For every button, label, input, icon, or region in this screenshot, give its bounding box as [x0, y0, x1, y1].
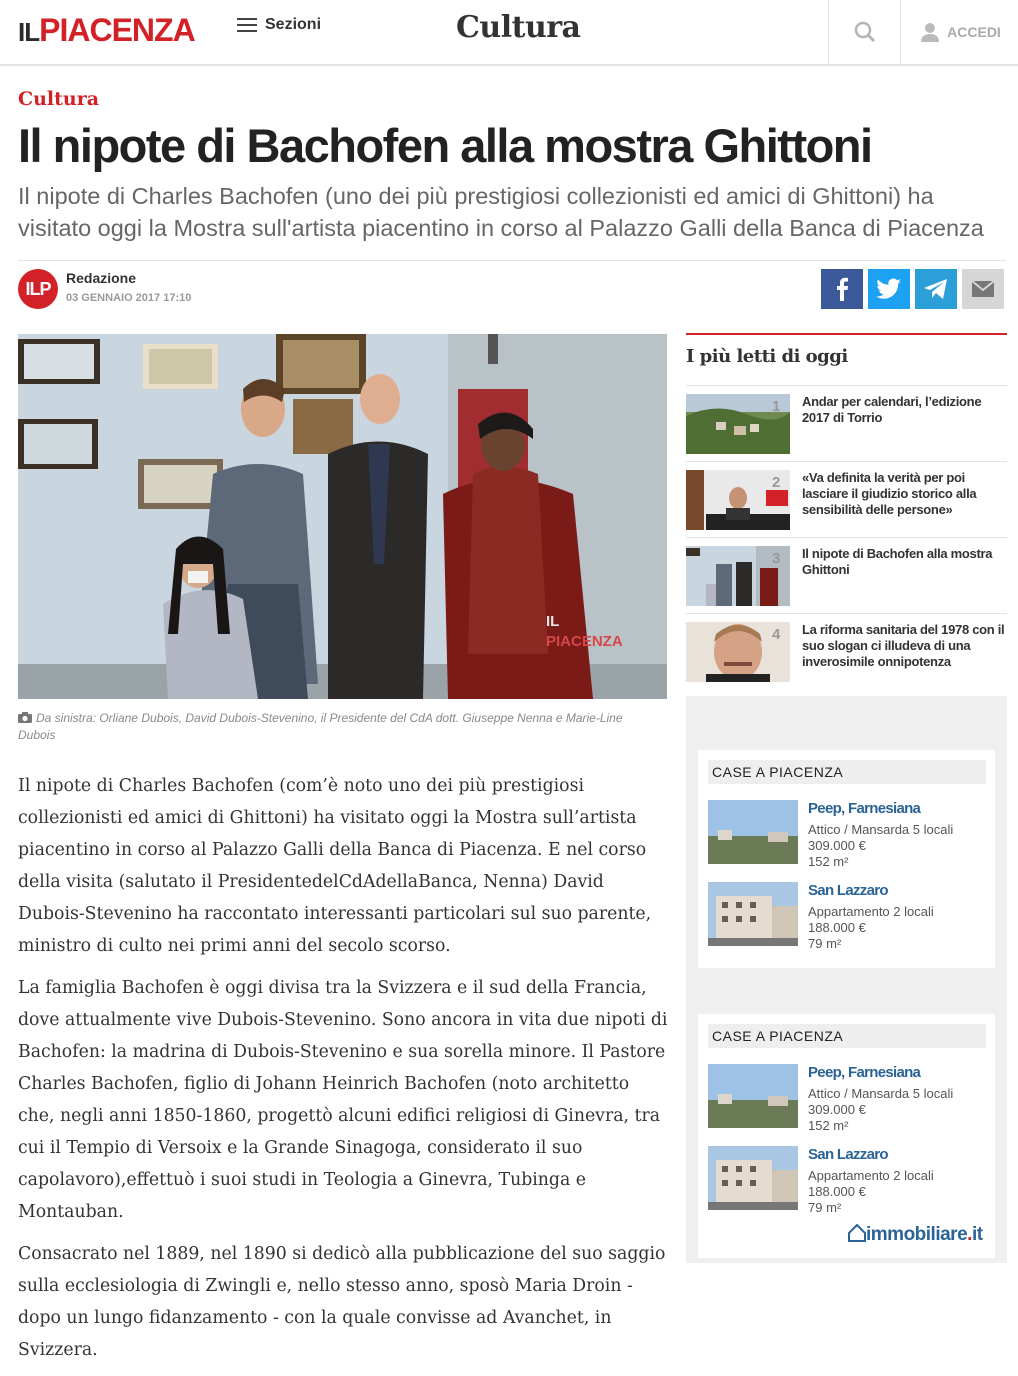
widget-heading: CASE A PIACENZA — [708, 760, 986, 784]
telegram-share-button[interactable] — [915, 269, 957, 309]
photo-caption — [18, 710, 658, 744]
listing-type: Appartamento 2 locali — [808, 904, 934, 919]
camera-icon — [18, 712, 32, 723]
article-photo[interactable] — [18, 334, 667, 699]
facebook-share-button[interactable] — [821, 269, 863, 309]
most-read-link[interactable]: Andar per calendari, l’edizione 2017 di Torrio — [802, 394, 982, 425]
widget-heading: CASE A PIACENZA — [708, 1024, 986, 1048]
real-estate-widget — [698, 750, 995, 968]
twitter-icon — [876, 278, 902, 300]
search-icon — [853, 20, 877, 44]
section-title: Cultura — [456, 10, 581, 45]
listing-item[interactable] — [708, 882, 988, 951]
login-label: ACCEDI — [947, 24, 1001, 40]
listing-name[interactable]: Peep, Farnesiana — [808, 800, 921, 817]
listing-photo — [708, 800, 798, 864]
hamburger-icon — [237, 18, 257, 32]
author-name[interactable]: Redazione — [66, 270, 137, 286]
share-buttons — [821, 269, 1004, 309]
listing-price: 309.000 € — [808, 1102, 866, 1117]
search-button[interactable] — [828, 0, 901, 64]
email-share-button[interactable] — [962, 269, 1004, 309]
listing-type: Appartamento 2 locali — [808, 1168, 934, 1183]
most-read-link[interactable]: «Va definita la verità per poi lasciare il giudizio storico alla sensibilità delle persone» — [802, 470, 977, 517]
most-read-item[interactable] — [686, 385, 1007, 462]
listing-item[interactable] — [708, 1146, 988, 1215]
house-icon — [848, 1224, 866, 1242]
listing-name[interactable]: Peep, Farnesiana — [808, 1064, 921, 1081]
most-read-rank: 4 — [772, 626, 781, 643]
publish-date: 03 GENNAIO 2017 17:10 — [66, 292, 192, 304]
article-body — [18, 770, 668, 1376]
sections-menu-button[interactable] — [237, 16, 321, 34]
real-estate-widget — [698, 1014, 995, 1258]
article-category[interactable]: Cultura — [18, 88, 100, 110]
login-button[interactable] — [900, 0, 1018, 64]
twitter-share-button[interactable] — [868, 269, 910, 309]
listing-photo — [708, 882, 798, 946]
article-paragraph: Il nipote di Charles Bachofen (com’è noto uno dei più prestigiosi collezionisti ed amici di Ghittoni) ha visitato oggi la Mostra sull’artista piacentino in corso al Palazzo Galli della Banca di Piacenza. E nel corso della visita (salutato il PresidentedelCdAdellaBanca, Nenna) David Dubois-Stevenino ha raccontato interessanti particolari sul suo parente, ministro di culto nei primi anni del secolo scorso. — [18, 776, 652, 956]
most-read-rank: 1 — [772, 398, 781, 415]
article-paragraph: La famiglia Bachofen è oggi divisa tra la Svizzera e il sud della Francia, dove attualmente vive Dubois-Stevenino. Sono ancora in vita due nipoti di Bachofen: la madrina di Dubois-Stevenino e sua sorella minore. Il Pastore Charles Bachofen, figlio di Johann Heinrich Bachofen (noto architetto che, negli anni 1850-1860, progettò alcuni edifici religiosi di Ginevra, tra cui il Tempio di Versoix e la Grande Sinagoga, considerato il suo capolavoro),effettuò i suoi studi in Teologia a Ginevra, Tubinga e Montauban. — [18, 978, 668, 1222]
most-read-item[interactable] — [686, 461, 1007, 538]
advertising-area — [686, 696, 1007, 1263]
most-read-rank: 2 — [772, 474, 781, 491]
photo-caption-text: Da sinistra: Orliane Dubois, David Dubois-Stevenino, il Presidente del CdA dott. Giuseppe Nenna e Marie-Line Dubois — [18, 711, 623, 742]
listing-name[interactable]: San Lazzaro — [808, 882, 888, 899]
listing-price: 188.000 € — [808, 920, 866, 935]
listing-price: 188.000 € — [808, 1184, 866, 1199]
article-paragraph: Consacrato nel 1889, nel 1890 si dedicò alla pubblicazione del suo saggio sulla ecclesiologia di Zwingli e, nello stesso anno, sposò Maria Droin - dopo un lungo fidanzamento - con la quale convisse ad Avanchet, in Svizzera. — [18, 1244, 666, 1360]
site-logo[interactable]: ILPIACENZA — [18, 12, 195, 48]
author-avatar: ILP — [18, 269, 58, 309]
sections-menu-label: Sezioni — [265, 16, 322, 33]
sidebar-divider — [686, 333, 1007, 335]
most-read-link[interactable]: Il nipote di Bachofen alla mostra Ghittoni — [802, 546, 993, 577]
listing-photo — [708, 1064, 798, 1128]
most-read-rank: 3 — [772, 550, 781, 567]
photo-watermark: PIACENZA — [546, 633, 623, 650]
author-row — [18, 268, 1006, 312]
listing-item[interactable] — [708, 800, 988, 869]
listing-name[interactable]: San Lazzaro — [808, 1146, 888, 1163]
facebook-icon — [832, 277, 852, 301]
user-icon — [919, 21, 941, 43]
most-read-item[interactable] — [686, 613, 1007, 690]
listing-photo — [708, 1146, 798, 1210]
article-title: Il nipote di Bachofen alla mostra Ghittoni — [18, 119, 872, 172]
listing-size: 79 m² — [808, 1200, 842, 1215]
most-read-item[interactable] — [686, 537, 1007, 614]
site-header — [0, 0, 1018, 66]
photo-watermark-prefix: IL — [546, 613, 560, 630]
email-icon — [971, 280, 995, 298]
listing-type: Attico / Mansarda 5 locali — [808, 1086, 954, 1101]
listing-price: 309.000 € — [808, 838, 866, 853]
immobiliare-logo[interactable]: immobiliare.it — [848, 1224, 983, 1246]
most-read-title: I più letti di oggi — [686, 346, 848, 367]
most-read-link[interactable]: La riforma sanitaria del 1978 con il suo slogan ci illudeva di una inverosimile onnipotenza — [802, 622, 1005, 669]
listing-item[interactable] — [708, 1064, 988, 1133]
listing-size: 152 m² — [808, 1118, 849, 1133]
divider — [18, 260, 1006, 261]
listing-size: 79 m² — [808, 936, 842, 951]
listing-type: Attico / Mansarda 5 locali — [808, 822, 954, 837]
telegram-icon — [923, 278, 949, 300]
article-summary: Il nipote di Charles Bachofen (uno dei più prestigiosi collezionisti ed amici di Ghittoni) ha visitato oggi la Mostra sull'artista piacentino in corso al Palazzo Galli della Banca di Piacenza — [18, 183, 984, 241]
listing-size: 152 m² — [808, 854, 849, 869]
